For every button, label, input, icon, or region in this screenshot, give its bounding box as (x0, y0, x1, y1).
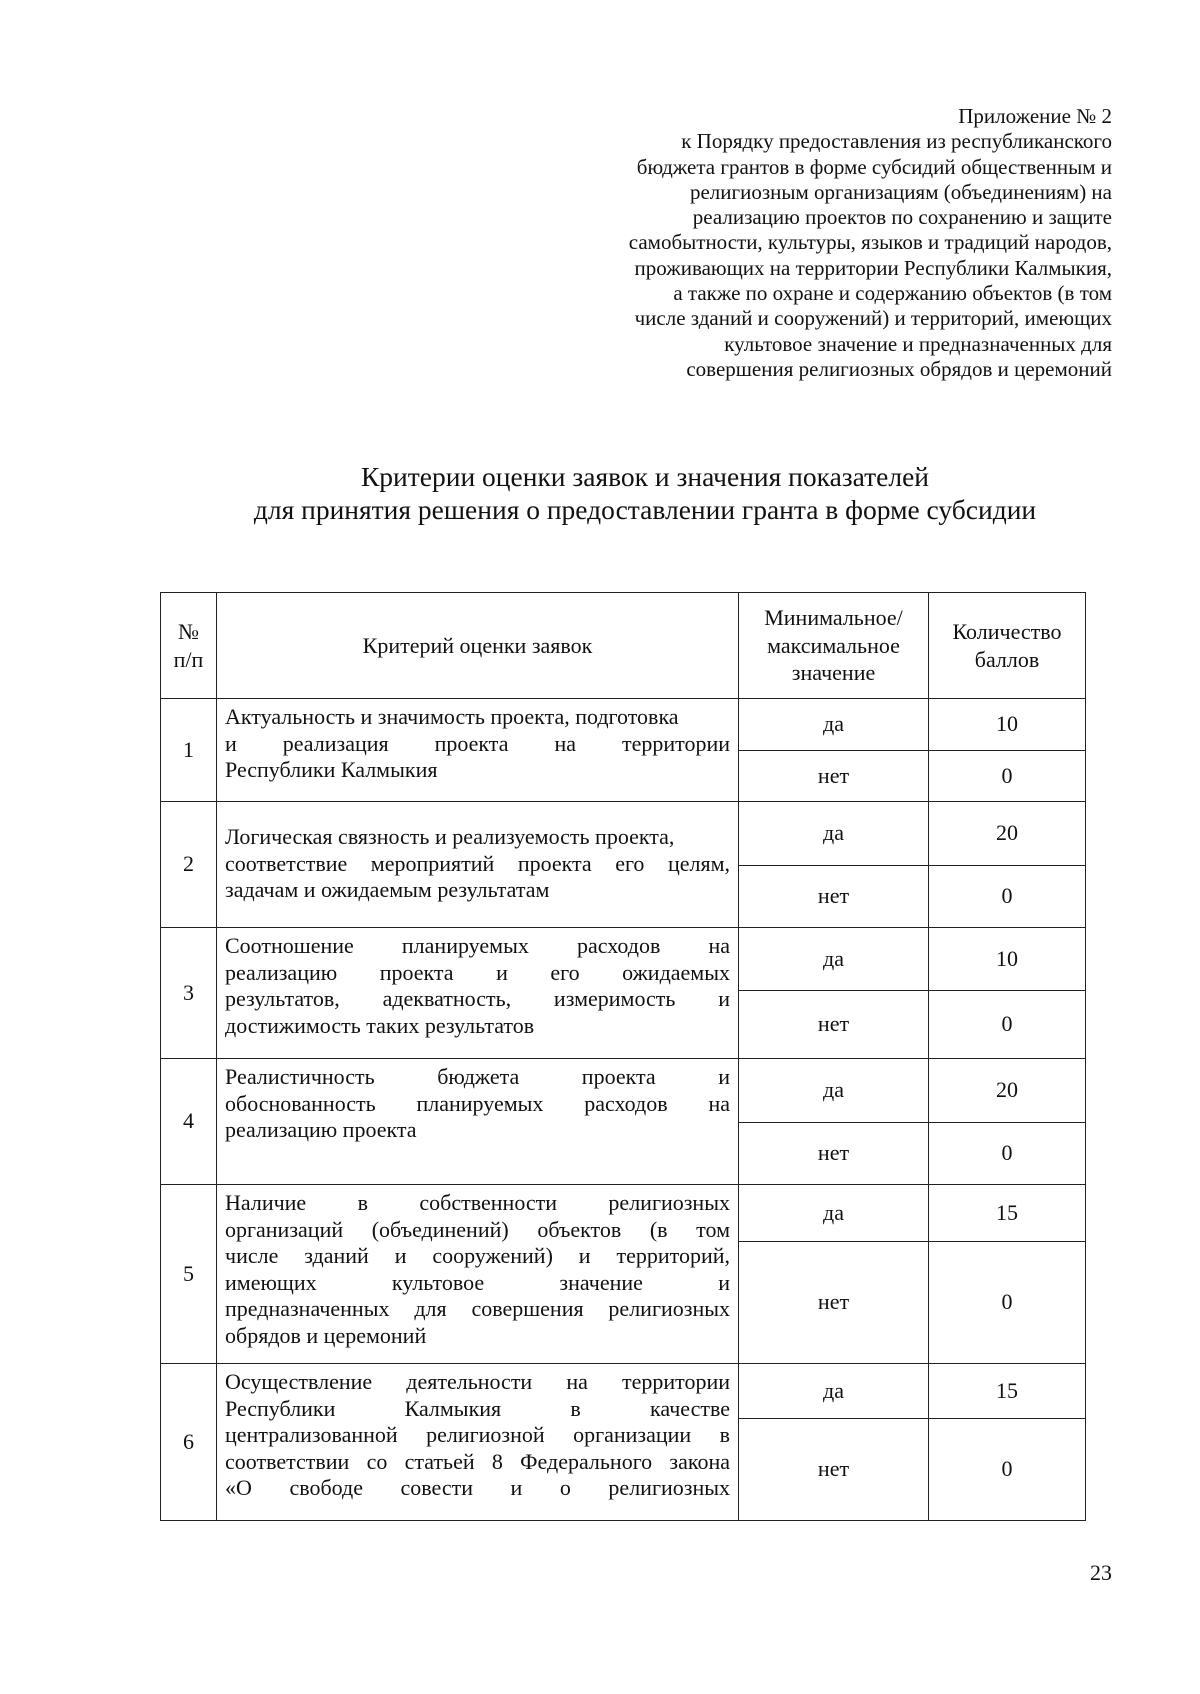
title-line-2: для принятия решения о предоставлении гранта в форме субсидии (253, 494, 1037, 525)
value-no: нет (739, 866, 929, 928)
criterion-line: предназначенных для совершения религиозных (225, 1296, 730, 1321)
criterion-line: Соотношение планируемых расходов на (225, 933, 730, 958)
title-line-1: Критерии оценки заявок и значения показателей (360, 461, 930, 492)
header-number (161, 593, 217, 699)
page-number: 23 (1090, 1560, 1112, 1585)
criterion-line: имеющих культовое значение и (225, 1269, 730, 1295)
criterion-line: Наличие в собственности религиозных (225, 1190, 730, 1215)
points-yes: 10 (929, 928, 1086, 991)
value-no: нет (739, 1242, 929, 1364)
appendix-line: совершения религиозных обрядов и церемоний (686, 356, 1112, 381)
header-criterion: Критерий оценки заявок (217, 593, 739, 699)
appendix-line: реализацию проектов по сохранению и защите (692, 205, 1112, 230)
value-yes: да (739, 699, 929, 751)
row-criterion (217, 699, 739, 802)
points-yes: 15 (929, 1364, 1086, 1419)
points-no: 0 (929, 1242, 1086, 1364)
criterion-line: числе зданий и сооружений) и территорий, (225, 1243, 730, 1268)
criterion-line: реализацию проекта и его ожидаемых (225, 959, 730, 985)
table-row (161, 699, 1086, 751)
points-no: 0 (929, 866, 1086, 928)
criterion-line: Реалистичность бюджета проекта и (225, 1064, 730, 1089)
points-no: 0 (929, 1419, 1086, 1521)
value-yes: да (739, 1185, 929, 1242)
criterion-line: Актуальность и значимость проекта, подготовка (225, 704, 679, 729)
table-row (161, 928, 1086, 991)
criterion-line: централизованной религиозной организации в (225, 1422, 730, 1447)
appendix-line: проживающих на территории Республики Калмыкия, (634, 255, 1112, 280)
criterion-line: обоснованность планируемых расходов на (225, 1090, 730, 1116)
header-value-line: Минимальное/ (764, 605, 903, 631)
points-yes: 20 (929, 802, 1086, 866)
header-number-line: п/п (173, 646, 204, 672)
value-no: нет (739, 991, 929, 1059)
criterion-line: «О свободе совести и о религиозных (225, 1475, 730, 1500)
appendix-line: культовое значение и предназначенных для (724, 331, 1112, 356)
points-no: 0 (929, 751, 1086, 802)
row-criterion (217, 1364, 739, 1521)
criterion-line: задачам и ожидаемым результатам (225, 877, 550, 903)
appendix-line: Приложение № 2 (958, 104, 1112, 128)
row-number: 6 (161, 1364, 217, 1521)
appendix-line: к Порядку предоставления из республиканского (681, 129, 1112, 154)
header-value-line: значение (791, 660, 876, 686)
points-yes: 10 (929, 699, 1086, 751)
criterion-line: и реализация проекта на территории (225, 730, 730, 756)
table-row (161, 1059, 1086, 1123)
appendix-line: числе зданий и сооружений) и территорий, имеющих (634, 306, 1112, 331)
value-yes: да (739, 1059, 929, 1123)
appendix-line: бюджета грантов в форме субсидий общественным и (636, 154, 1112, 179)
value-yes: да (739, 928, 929, 991)
criterion-line: организаций (объединений) объектов (в том (225, 1216, 730, 1242)
row-number: 1 (161, 699, 217, 802)
points-yes: 20 (929, 1059, 1086, 1123)
appendix-line: самобытности, культуры, языков и традиций народов, (628, 230, 1112, 255)
header-points-line: баллов (974, 646, 1040, 672)
table-row (161, 1185, 1086, 1242)
criterion-line: соответствие мероприятий проекта его целям, (225, 850, 730, 876)
value-no: нет (739, 1123, 929, 1185)
appendix-line: а также по охране и содержанию объектов (в том (673, 281, 1112, 306)
document-title (160, 460, 1130, 526)
header-points-line: Количество (952, 619, 1062, 644)
row-number: 2 (161, 802, 217, 928)
header-value (739, 593, 929, 699)
row-criterion (217, 802, 739, 928)
table-row (161, 802, 1086, 866)
criterion-line: Республики Калмыкия (225, 757, 438, 782)
points-no: 0 (929, 991, 1086, 1059)
row-criterion (217, 1185, 739, 1364)
value-no: нет (739, 1419, 929, 1521)
table-header-row (161, 593, 1086, 699)
row-number: 3 (161, 928, 217, 1059)
criteria-table (160, 592, 1086, 1521)
header-value-line: максимальное (767, 632, 900, 658)
criterion-line: реализацию проекта (225, 1117, 417, 1142)
criterion-line: обрядов и церемоний (225, 1322, 427, 1348)
criterion-line: Осуществление деятельности на территории (225, 1369, 730, 1394)
criterion-line: Логическая связность и реализуемость проекта, (225, 824, 675, 850)
row-criterion (217, 928, 739, 1059)
criterion-line: достижимость таких результатов (225, 1012, 535, 1038)
header-number-line: № (178, 619, 199, 644)
row-number: 4 (161, 1059, 217, 1185)
points-yes: 15 (929, 1185, 1086, 1242)
criterion-line: соответствии со статьей 8 Федерального закона (225, 1448, 730, 1474)
value-no: нет (739, 751, 929, 802)
criterion-line: Республики Калмыкия в качестве (225, 1395, 730, 1421)
table-row (161, 1364, 1086, 1419)
value-yes: да (739, 1364, 929, 1419)
row-criterion (217, 1059, 739, 1185)
header-points (929, 593, 1086, 699)
value-yes: да (739, 802, 929, 866)
row-number: 5 (161, 1185, 217, 1364)
appendix-line: религиозным организациям (объединениям) на (689, 179, 1112, 204)
criterion-line: результатов, адекватность, измеримость и (225, 986, 730, 1011)
points-no: 0 (929, 1123, 1086, 1185)
appendix-header (552, 104, 1112, 382)
